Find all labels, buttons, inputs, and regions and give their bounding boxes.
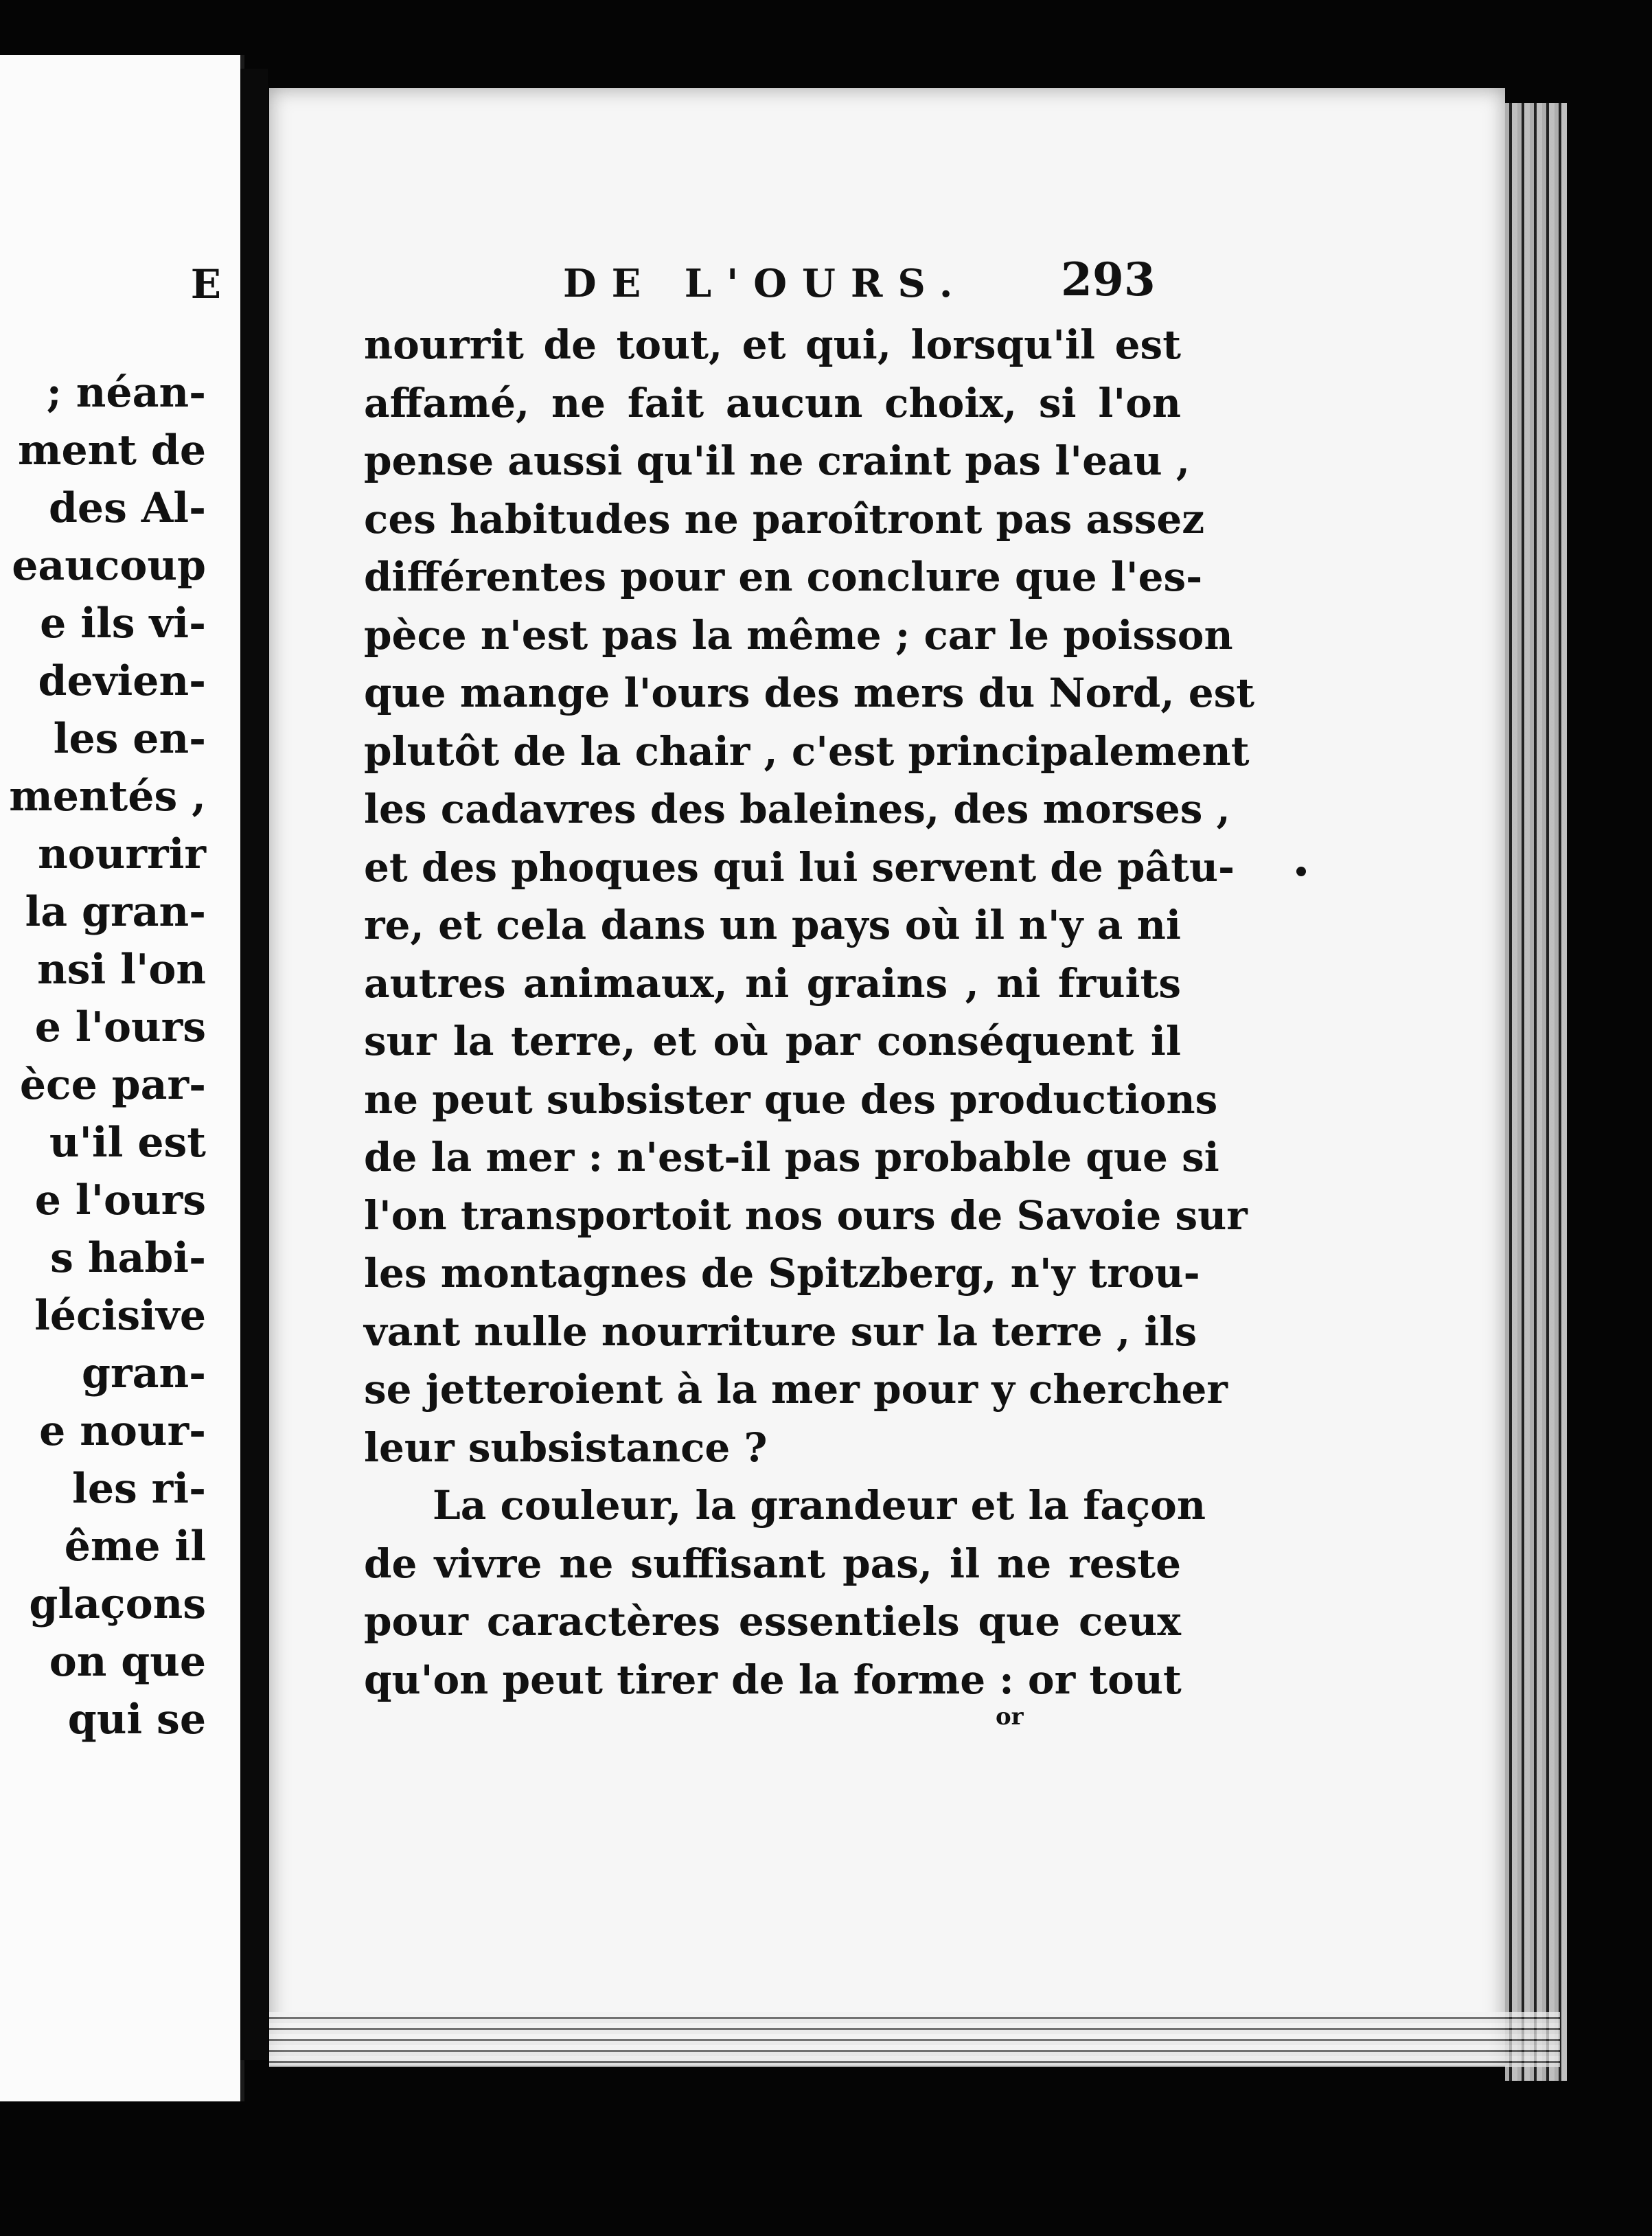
- text-line: eaucoup: [12, 542, 206, 590]
- text-line: s habi-: [50, 1234, 206, 1282]
- text-line: e nour-: [39, 1407, 206, 1455]
- text-line: différentes pour en conclure que l'es-: [364, 554, 1203, 600]
- text-line: plutôt de la chair , c'est principalement: [364, 727, 1250, 775]
- text-line: nourrit de tout, et qui, lorsqu'il est: [364, 321, 1181, 368]
- text-line: sur la terre, et où par conséquent il: [364, 1018, 1181, 1064]
- left-running-head: E: [190, 261, 227, 308]
- page-edges-bottom: [269, 2012, 1560, 2067]
- text-line: devien-: [38, 657, 206, 705]
- text-line: mentés ,: [9, 773, 206, 821]
- text-line: ces habitudes ne paroîtront pas assez: [364, 495, 1205, 543]
- text-line: e l'ours: [34, 1176, 206, 1224]
- text-line: les cadavres des baleines, des morses ,: [364, 786, 1230, 832]
- text-line: ême il: [64, 1522, 206, 1571]
- page-edges-right: [1505, 103, 1567, 2081]
- text-line: la gran-: [25, 888, 206, 936]
- text-line: re, et cela dans un pays où il n'y a ni: [364, 902, 1181, 948]
- text-line: vant nulle nourriture sur la terre , ils: [364, 1308, 1197, 1355]
- text-line: e ils vi-: [40, 600, 206, 648]
- text-line-paragraph-end: leur subsistance ?: [364, 1424, 768, 1471]
- text-line: affamé, ne fait aucun choix, si l'on: [364, 379, 1181, 426]
- text-line: èce par-: [19, 1061, 206, 1109]
- ink-speck: [1296, 867, 1306, 876]
- text-line: on que: [49, 1638, 206, 1686]
- text-line: les montagnes de Spitzberg, n'y trou-: [364, 1250, 1200, 1297]
- text-line: l'on transportoit nos ours de Savoie sur: [364, 1191, 1248, 1239]
- text-line: de vivre ne suffisant pas, il ne reste: [364, 1540, 1181, 1587]
- text-line: qui se: [67, 1696, 206, 1744]
- text-line: autres animaux, ni grains , ni fruits: [364, 959, 1181, 1007]
- text-line: lécisive: [34, 1292, 206, 1340]
- text-line: et des phoques qui lui servent de pâtu-: [364, 843, 1235, 891]
- text-line: ne peut subsister que des productions: [364, 1075, 1218, 1123]
- text-line-paragraph-start: La couleur, la grandeur et la façon: [433, 1482, 1206, 1529]
- text-line: gran-: [82, 1349, 206, 1398]
- text-line: les ri-: [72, 1465, 206, 1513]
- page-number: 293: [1061, 253, 1156, 306]
- book-gutter: [240, 69, 268, 2060]
- text-line: qu'on peut tirer de la forme : or tout: [364, 1656, 1182, 1703]
- left-page-text: [0, 364, 206, 1748]
- text-line: pour caractères essentiels que ceux: [364, 1598, 1181, 1645]
- text-line: nsi l'on: [37, 946, 206, 994]
- text-line: pense aussi qu'il ne craint pas l'eau ,: [364, 437, 1191, 484]
- text-line: que mange l'ours des mers du Nord, est: [364, 670, 1255, 716]
- text-line: u'il est: [49, 1119, 206, 1167]
- running-head: DE L'OURS.: [563, 261, 968, 306]
- text-line: les en-: [53, 715, 206, 763]
- text-line: nourrir: [38, 830, 206, 878]
- text-line: e l'ours: [34, 1003, 206, 1051]
- text-line: ment de: [17, 426, 206, 475]
- text-line: ; néan-: [46, 369, 206, 417]
- facing-page-left: [0, 55, 244, 2101]
- text-line: pèce n'est pas la même ; car le poisson: [364, 611, 1233, 659]
- text-line: de la mer : n'est-il pas probable que si: [364, 1134, 1219, 1180]
- text-line: glaçons: [29, 1580, 206, 1628]
- page-body-text: [364, 316, 1255, 1709]
- text-line: des Al-: [48, 484, 206, 532]
- text-line: se jetteroient à la mer pour y chercher: [364, 1366, 1228, 1413]
- signature-mark: or: [996, 1703, 1024, 1731]
